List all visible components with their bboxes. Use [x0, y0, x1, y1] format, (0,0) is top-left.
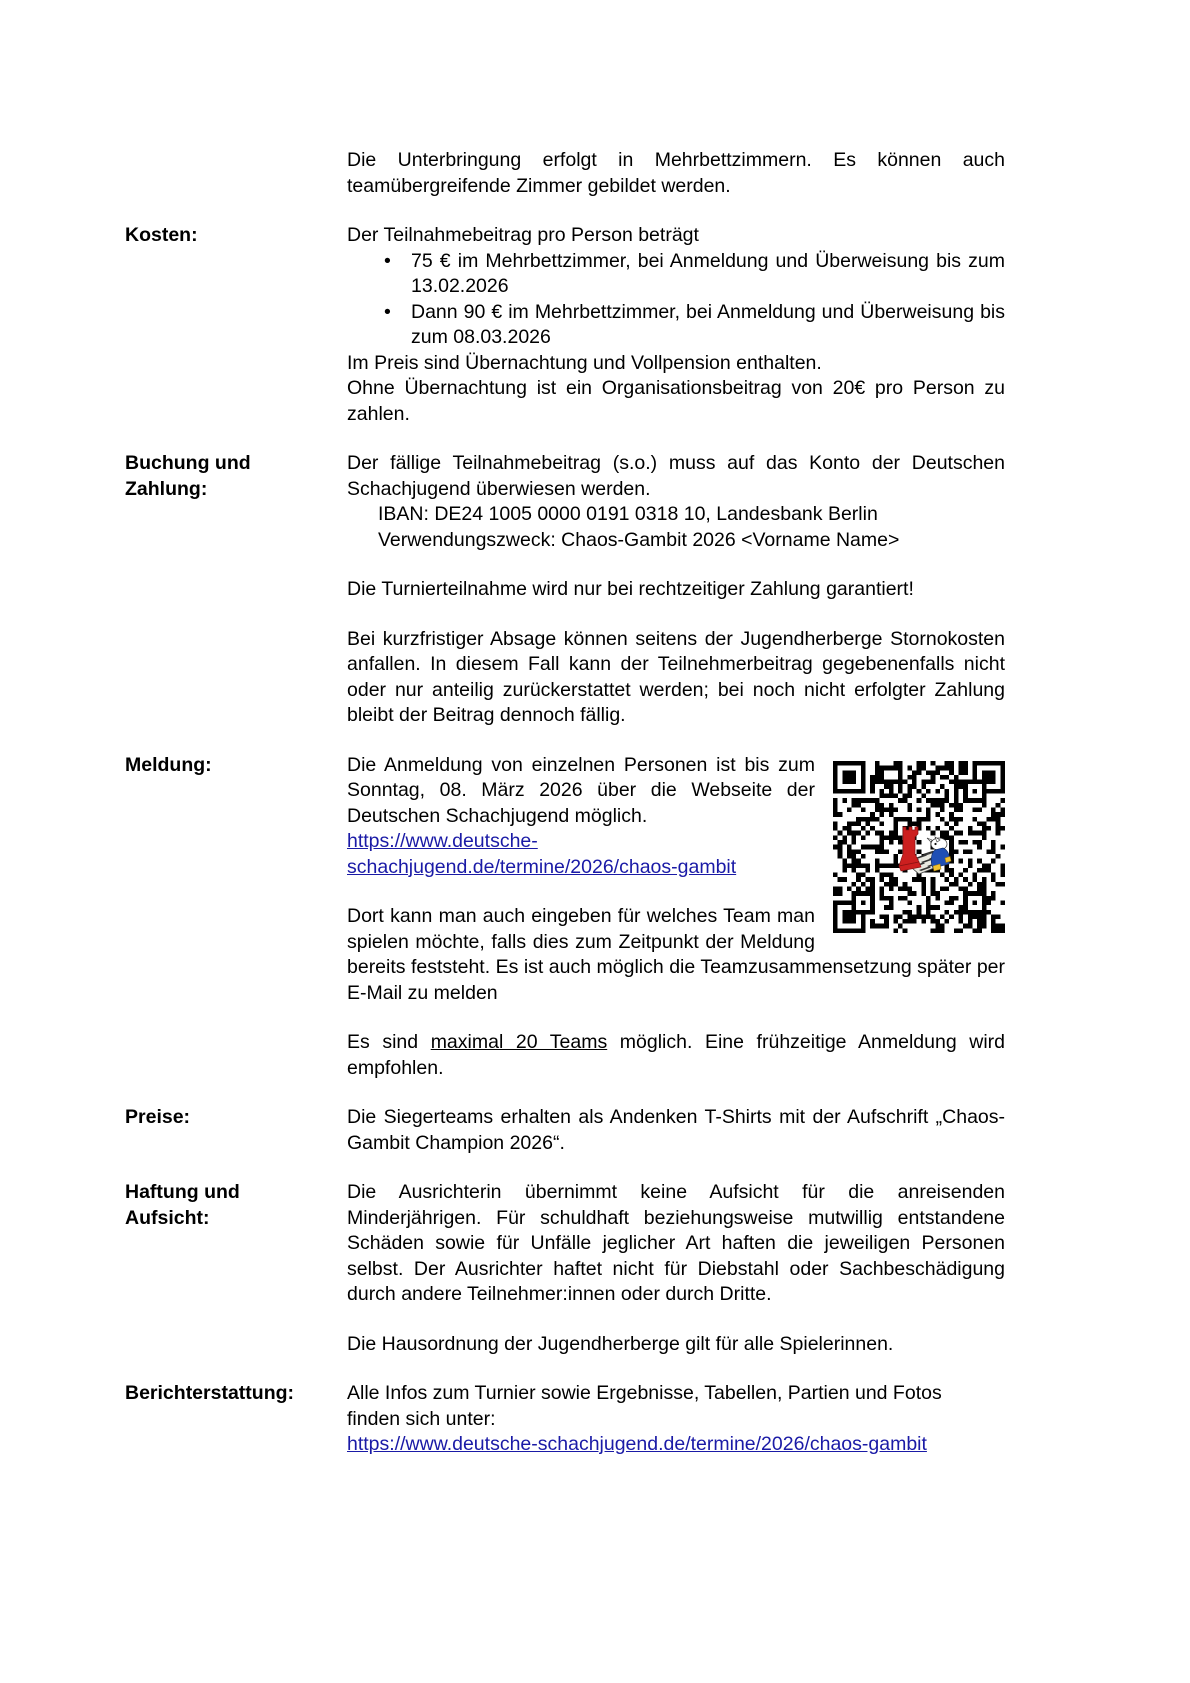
- kosten-after-1: Im Preis sind Übernachtung und Vollpension enthalten.: [347, 351, 822, 374]
- buchung-body: [347, 451, 1005, 729]
- preise-paragraph: Die Siegerteams erhalten als Andenken T-Shirts mit der Aufschrift „Chaos-Gambit Champion 2026“.: [347, 1106, 1005, 1154]
- berichterstattung-paragraph-2: finden sich unter:: [347, 1407, 496, 1430]
- buchung-paragraph-1: Der fällige Teilnahmebeitrag (s.o.) muss auf das Konto der Deutschen Schachjugend überwiesen werden.: [347, 452, 1005, 500]
- intro-paragraph: Die Unterbringung erfolgt in Mehrbettzimmern. Es können auch teamübergreifende Zimmer gebildet werden.: [347, 149, 1005, 197]
- buchung-paragraph-2: Die Turnierteilnahme wird nur bei rechtzeitiger Zahlung garantiert!: [347, 578, 914, 600]
- meldung-p3-before: Es sind: [347, 1031, 431, 1053]
- berichterstattung-paragraph-1: Alle Infos zum Turnier sowie Ergebnisse, Tabellen, Partien und Fotos: [347, 1382, 942, 1404]
- berichterstattung-link-line[interactable]: [347, 1432, 1005, 1458]
- buchung-iban-line: IBAN: DE24 1005 0000 0191 0318 10, Landesbank Berlin: [378, 503, 878, 525]
- kosten-bullet-2: Dann 90 € im Mehrbettzimmer, bei Anmeldung und Überweisung bis zum 08.03.2026: [411, 300, 1005, 348]
- meldung-paragraph-3: [347, 1030, 1005, 1081]
- kosten-after-2: Ohne Übernachtung ist ein Organisationsbeitrag von 20€ pro Person zu zahlen.: [347, 377, 1005, 425]
- meldung-p3-underlined: maximal 20 Teams: [430, 1031, 608, 1053]
- section-kosten: [125, 223, 1005, 427]
- registration-link-part-2[interactable]: schachjugend.de/termine/2026/chaos-gambit: [347, 855, 737, 878]
- buchung-label-line-1: Buchung und: [125, 452, 251, 474]
- section-berichterstattung: [125, 1381, 1005, 1458]
- registration-link-part-1[interactable]: https://www.deutsche-: [347, 830, 538, 852]
- meldung-label: Meldung:: [125, 753, 212, 776]
- haftung-label-line-1: Haftung und: [125, 1181, 240, 1203]
- kosten-lead: Der Teilnahmebeitrag pro Person beträgt: [347, 224, 699, 246]
- preise-label: Preise:: [125, 1106, 191, 1128]
- section-meldung: [125, 753, 1005, 1082]
- meldung-paragraph-2: Dort kann man auch eingeben für welches Team man spielen möchte, falls dies zum Zeitpunkt der Meldung bereits feststeht. Es ist auch möglich die Teamzusammensetzung später per E-Mail zu melden: [347, 905, 1005, 1004]
- list-item: [347, 249, 1005, 300]
- kosten-label: Kosten:: [125, 224, 198, 246]
- section-intro: [125, 148, 1005, 199]
- buchung-verwendungszweck-line: Verwendungszweck: Chaos-Gambit 2026 <Vorname Name>: [378, 528, 900, 551]
- qr-code-image: [833, 761, 1005, 933]
- bullet-icon: •: [384, 249, 391, 272]
- meldung-p3-after: möglich. Eine frühzeitige Anmeldung wird empfohlen.: [347, 1031, 1005, 1079]
- haftung-body: [347, 1180, 1005, 1357]
- buchung-label-line-2: Zahlung:: [125, 477, 208, 500]
- document-content: [125, 148, 1005, 1458]
- meldung-body: [347, 753, 1005, 1082]
- buchung-paragraph-3: Bei kurzfristiger Absage können seitens der Jugendherberge Stornokosten anfallen. In diesem Fall kann der Teilnehmerbeitrag gegebenenfalls nicht oder nur anteilig zurückerstattet werden; bei noch nicht erfolgter Zahlung bleibt der Beitrag dennoch fällig.: [347, 627, 1005, 726]
- bullet-icon: •: [384, 300, 391, 323]
- kosten-bullet-list: [347, 249, 1005, 351]
- section-preise: [125, 1105, 1005, 1156]
- haftung-paragraph-2: Die Hausordnung der Jugendherberge gilt für alle Spielerinnen.: [347, 1332, 894, 1355]
- qr-code-canvas: [833, 761, 1005, 933]
- haftung-label-line-2: Aufsicht:: [125, 1206, 210, 1229]
- kosten-bullet-1: 75 € im Mehrbettzimmer, bei Anmeldung und Überweisung bis zum 13.02.2026: [411, 249, 1005, 297]
- report-link[interactable]: https://www.deutsche-schachjugend.de/termine/2026/chaos-gambit: [347, 1433, 927, 1455]
- haftung-label: [125, 1180, 347, 1231]
- haftung-paragraph-1: Die Ausrichterin übernimmt keine Aufsicht für die anreisenden Minderjährigen. Für schuldhaft beziehungsweise mutwillig entstandene Schäden sowie für Unfälle jeglicher Art haften die jeweiligen Personen selbst. Der Ausrichter haftet nicht für Diebstahl oder Sachbeschädigung durch andere Teilnehmer:innen oder durch Dritte.: [347, 1181, 1005, 1305]
- section-buchung-zahlung: [125, 451, 1005, 729]
- meldung-paragraph-1: Die Anmeldung von einzelnen Personen ist bis zum Sonntag, 08. März 2026 über die Webseite der Deutschen Schachjugend möglich.: [347, 753, 815, 827]
- buchung-label: [125, 451, 347, 502]
- list-item: [347, 300, 1005, 351]
- kosten-body: [347, 223, 1005, 427]
- section-haftung-aufsicht: [125, 1180, 1005, 1357]
- berichterstattung-label: Berichterstattung:: [125, 1382, 295, 1404]
- berichterstattung-body: [347, 1381, 1005, 1458]
